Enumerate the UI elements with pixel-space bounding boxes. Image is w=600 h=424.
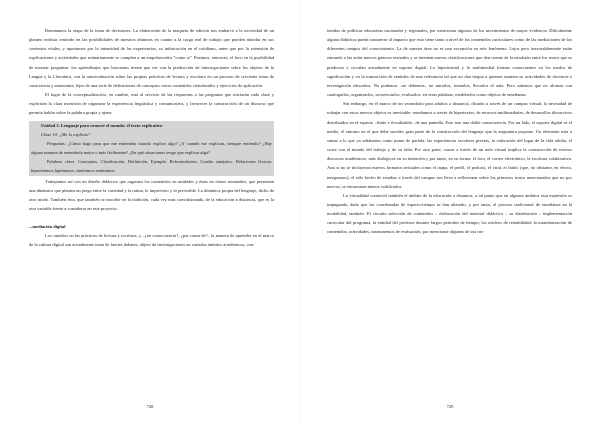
right-text-column <box>327 26 572 237</box>
paragraph: Sin embargo, en el marco de un secundario para adultos a distancia, dictado a través de un campus virtual, la necesidad de trabajar con estos nuevos objetos es inevitable: enseñamos a través de hipertextos, de recursos multimediales, de desarrollos discursivos distribuidos en el espacio –finito e ilocalizable– de una pantalla. Esto trae una doble consecuencia. Por un lado, el soporte digital es el medio, el entorno en el que debe suceder gran parte de la construcción del lenguaje que la asignatura propone. Un elemento más a sumar a lo que ya señalamos como punto de partida: las experiencias escolares previas, la valoración del lugar de la vida adulta, el cruce con el mundo del trabajo y de su falta. Por otra parte, cursar a través de un aula virtual implica la construcción de nuevos discursos académicos, más dialógicos en su intención y por tanto, en su forma: el foro, el correo electrónico, la escritura colaborativa. Aun si no se incluyeran nuevos formatos textuales como el mapa, el perfil, el podcast, el viral, el fanfic (que, no obstante, en efecto, integramos), el sólo hecho de estudiar a través del campus nos lleva a reflexionar sobre los primeros textos mencionados que no por nuevos, se encuentran menos codificados. <box>327 101 572 189</box>
box-questions: Preguntas: ¿Cómo hago para que me entiendan cuando explico algo? ¿Y cuando me explican, siempre entiendo? ¿Hay alguna manera de entenderla mejor o más fácilmente? ¿En qué situaciones tengo que explicar algo? <box>31 140 272 156</box>
page-number: 728 <box>146 404 154 409</box>
paragraph: La virtualidad connovió también el ámbito de la educación a distancia, a tal punto que en algunos ámbitos esta expresión es impugnada, dado que las coordenadas de espacio-tiempo se han alterado, y por tanto, el proceso tradicional de enseñanza en la modalidad, también. El circuito selección de contenidos – elaboración del material didáctico – su distribución – implementación curricular del programa, la entidad del profesor durante largos períodos de tiempo; los núcleos de rentabilidad; la estandarización de contenidos, actividades, instrumentos de evaluación, por mencionar algunos de sus ras- <box>327 192 572 235</box>
section-heading: ...mediación digital <box>29 224 66 230</box>
unit-title: Unidad 3. Lenguaje para conocer el mundo: el texto explicativo <box>41 122 163 128</box>
paragraph: El lugar de la conceptualización, en cambio, está al servicio de las respuestas a las preguntas que iniciarán cada clase y explicitan la clara intención de organizar la experiencia lingüística y comunicativa, y favorecer la construcción de un discurso que permita hablar sobre la palabra propia y ajena. <box>29 92 274 116</box>
paragraph: Retomamos la etapa de la toma de decisiones. La elaboración de la maqueta de edición nos embarcó a la necesidad de un planteo realista centrado en las posibilidades de nuestros alumnos en cuanto a la carga real de trabajo que pueden abordar en sus contextos vitales, y apostamos por la intensidad de las experiencias, su imbricación en el cotidiano, antes que por la extensión de explicaciones y actividades que rutinariamente se cumplen a un empobrecedor "como si". Pusimos, entonces, el foco en la posibilidad de mostrar preguntas: los aprendizajes que buscamos tienen que ver con la producción de interrogaciones sobre los objetos de la Lengua y la Literatura, con la autoevaluación sobre las propias prácticas de lectura y escritura en un proceso de creciente toma de consciencia y autonomía, lejos de una serie de definiciones de conceptos como contenidos cristalizados y ejercicios de aplicación. <box>29 28 274 88</box>
paragraph: tenidos de políticas educativas nacionales y regionales, por mencionar algunos de los movimientos de mayor evidencia. Difícilmente alguna didáctica pueda sustraerse al impacto que esto tiene tanto a nivel de los contenidos curriculares como de las mediaciones de los diferentes campos del conocimiento. La de nuestra área no es una excepción en este fenómeno. Lejos pero inexorablemente están entrando a las aulas nuevos géneros textuales y se intentan nuevas clasificaciones que den cuenta de la emulsión entre los textos que se producen y circulan actualmente en soporte digital. Lo hipertextual y lo multimedial forman consecuentes en los modos de significación y en la transacción de sentidos de una relevancia tal que no dan tregua a quienes asumen su actividades de docencia e investigación educativa. No podemos –no debemos– no mirarlos, tomarlos, llevarlos al aula. Pero sabemos que no alcanza con catalogarlos, organizarlos, secuenciarlos, evaluarlos: en otras palabras, modelarlos como objetos de enseñanza. <box>327 28 572 98</box>
unit-box <box>29 121 274 176</box>
class-subtitle: Clase 10: ¿Me lo explicás? <box>41 131 91 137</box>
paragraph: Trabajamos así con un diseño didáctico que organiza los contenidos en unidades y éstas en clases semanales, que presentan una dinámica que plantea un juego entre la variedad y la rutina, lo imprevisto y lo previsible. La dinámica propia del lenguaje, dicho de otro modo. También ésta, que también se inscribe en la tradición, cada vez más convulsionada, de la educación a distancia, que es la otra variable fuerte a considerar en este proyecto. <box>29 178 274 211</box>
paragraph: Los cambios en las prácticas de lectura y escritura, y –¿en consecuencia?, ¿por causa de?– la manera de aprender en el marco de la cultura digital son actualmente tema de fuertes debates, objeto de investigaciones en variados ámbitos académicos, con- <box>29 233 274 248</box>
page-number: 729 <box>446 404 454 409</box>
right-page <box>300 0 600 424</box>
box-keywords: Palabras clave: Conceptos. Clasificación. Definición. Ejemplo. Reformulación. Cuadro sinóptico. Relaciones léxicas: hiperónimos hipónimos, sinónimos antónimos. <box>31 159 272 174</box>
left-text-column <box>29 26 274 250</box>
